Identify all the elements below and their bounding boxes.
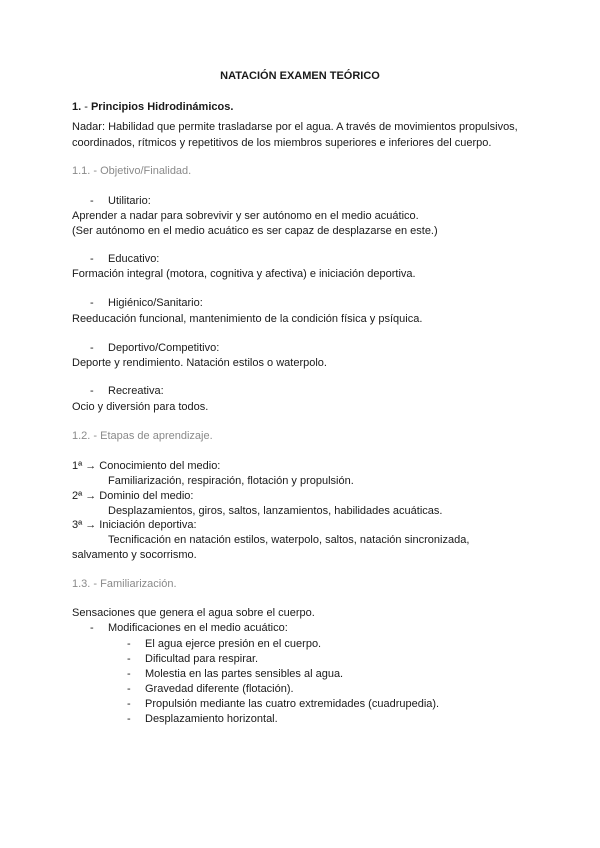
- stage-3-text: Tecnificación en natación estilos, waterpolo, saltos, natación sincronizada,: [108, 534, 470, 546]
- objective-utilitario-text-2: (Ser autónomo en el medio acuático es ser capaz de desplazarse en este.): [72, 225, 438, 237]
- objective-higienico-text: Reeducación funcional, mantenimiento de la condición física y psíquica.: [72, 313, 423, 325]
- list-bullet: -: [90, 385, 94, 397]
- section-1-number: 1.: [72, 101, 82, 113]
- list-bullet: -: [90, 253, 94, 265]
- stage-1-label: 1ª → Conocimiento del medio:: [72, 460, 221, 472]
- objective-utilitario-label: Utilitario:: [108, 195, 151, 207]
- objective-educativo-label: Educativo:: [108, 253, 160, 265]
- list-bullet: -: [90, 622, 94, 634]
- objective-educativo-text: Formación integral (motora, cognitiva y afectiva) e iniciación deportiva.: [72, 268, 416, 280]
- modification-item: Propulsión mediante las cuatro extremidades (cuadrupedia).: [145, 698, 440, 710]
- objective-recreativa-label: Recreativa:: [108, 385, 164, 397]
- modification-item: Gravedad diferente (flotación).: [145, 683, 294, 695]
- list-bullet: -: [127, 698, 131, 710]
- stage-2-text: Desplazamientos, giros, saltos, lanzamientos, habilidades acuáticas.: [108, 505, 443, 517]
- objective-higienico-label: Higiénico/Sanitario:: [108, 297, 203, 309]
- section-1-intro-line-1: Nadar: Habilidad que permite trasladarse por el agua. A través de movimientos propulsivos,: [72, 121, 518, 133]
- list-bullet: -: [90, 297, 94, 309]
- section-1-intro-line-2: coordinados, rítmicos y repetitivos de los miembros superiores e inferiores del cuerpo.: [72, 137, 492, 149]
- objective-deportivo-text: Deporte y rendimiento. Natación estilos o waterpolo.: [72, 357, 327, 369]
- section-1-separator: -: [81, 101, 91, 113]
- objective-utilitario-text-1: Aprender a nadar para sobrevivir y ser autónomo en el medio acuático.: [72, 210, 419, 222]
- stage-3-continuation: salvamento y socorrismo.: [72, 549, 197, 561]
- section-1-title: Principios Hidrodinámicos.: [90, 101, 234, 113]
- modifications-label: Modificaciones en el medio acuático:: [108, 622, 288, 634]
- section-1-3-heading: 1.3. - Familiarización.: [72, 578, 177, 590]
- list-bullet: -: [127, 713, 131, 725]
- list-bullet: -: [90, 195, 94, 207]
- document-title: NATACIÓN EXAMEN TEÓRICO: [220, 70, 380, 82]
- section-1-2-heading: 1.2. - Etapas de aprendizaje.: [72, 430, 213, 442]
- section-1-3-intro: Sensaciones que genera el agua sobre el cuerpo.: [72, 607, 315, 619]
- list-bullet: -: [127, 683, 131, 695]
- modification-item: Dificultad para respirar.: [145, 653, 259, 665]
- section-1-heading: [72, 100, 233, 114]
- list-bullet: -: [90, 342, 94, 354]
- list-bullet: -: [127, 668, 131, 680]
- list-bullet: -: [127, 638, 131, 650]
- modification-item: El agua ejerce presión en el cuerpo.: [145, 638, 322, 650]
- list-bullet: -: [127, 653, 131, 665]
- objective-recreativa-text: Ocio y diversión para todos.: [72, 401, 209, 413]
- objective-deportivo-label: Deportivo/Competitivo:: [108, 342, 220, 354]
- section-1-1-heading: 1.1. - Objetivo/Finalidad.: [72, 165, 192, 177]
- stage-3-label: 3ª → Iniciación deportiva:: [72, 519, 197, 531]
- modification-item: Desplazamiento horizontal.: [145, 713, 278, 725]
- modification-item: Molestia en las partes sensibles al agua.: [145, 668, 344, 680]
- stage-1-text: Familiarización, respiración, flotación y propulsión.: [108, 475, 354, 487]
- stage-2-label: 2ª → Dominio del medio:: [72, 490, 194, 502]
